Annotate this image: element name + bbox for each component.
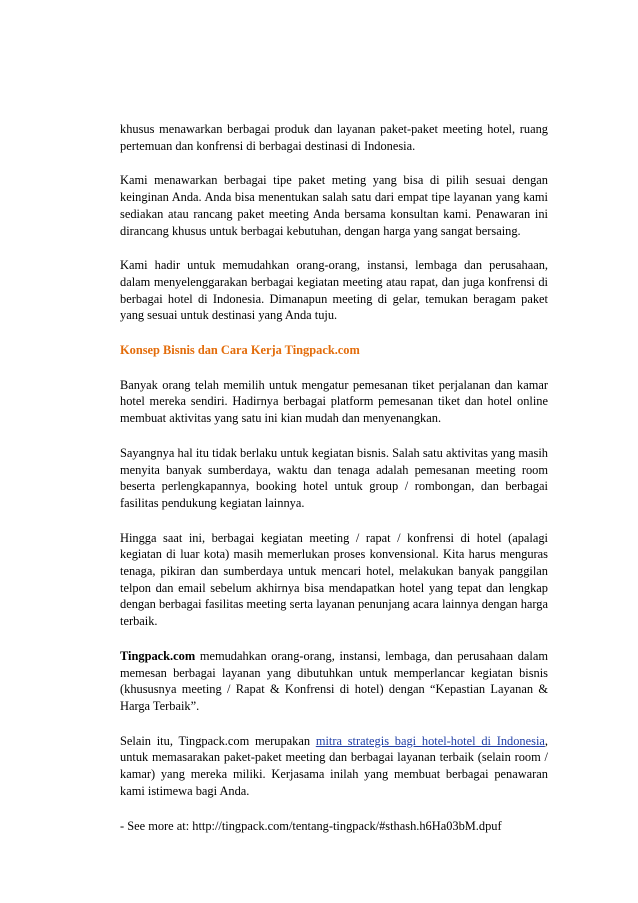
offer-paragraph: Kami menawarkan berbagai tipe paket meting yang bisa di pilih sesuai dengan keinginan Anda. Anda bisa menentukan salah satu dari empat tipe layanan yang kami sediakan atau rancang paket meeting Anda bersama konsultan kami. Penawaran ini dirancang khusus untuk berbagai kebutuhan, dengan harga yang sangat bersaing. <box>120 173 548 238</box>
mission-paragraph: Kami hadir untuk memudahkan orang-orang, instansi, lembaga dan perusahaan, dalam menyelenggarakan berbagai kegiatan meeting atau rapat, dan juga konfrensi di berbagai hotel di Indonesia. Dimanapun meeting di gelar, temukan beragam paket yang sesuai untuk destinasi yang Anda tuju. <box>120 258 548 323</box>
solution-text: memudahkan orang-orang, instansi, lembaga, dan perusahaan dalam memesan berbagai layanan yang dibutuhkan untuk memperlancar kegiatan bisnis (khususnya meeting / Rapat & Konfrensi di hotel) dengan “Kepastian Layanan & Harga Terbaik”. <box>120 648 548 713</box>
partner-text-after: , untuk memasarakan paket-paket meeting dan berbagai layanan terbaik (selain room / kamar) yang mereka miliki. Kerjasama inilah yang membuat berbagai penawaran kami istimewa bagi Anda. <box>120 733 548 798</box>
brand-name: Tingpack.com <box>120 648 196 663</box>
business-problem-paragraph: Sayangnya hal itu tidak berlaku untuk kegiatan bisnis. Salah satu aktivitas yang masih menyita banyak sumberdaya, waktu dan tenaga adalah pemesanan meeting room beserta perlengkapannya, booking hotel untuk group / rombongan, dan berbagai fasilitas pendukung kegiatan lainnya. <box>120 445 548 510</box>
booking-trend-paragraph: Banyak orang telah memilih untuk mengatur pemesanan tiket perjalanan dan kamar hotel mereka sendiri. Hadirnya berbagai platform pemesanan tiket dan hotel online membuat aktivitas yang satu ini kian mudah dan menyenangkan. <box>120 377 548 426</box>
partner-text-before: Selain itu, Tingpack.com merupakan <box>120 733 316 748</box>
solution-paragraph <box>120 648 548 715</box>
intro-paragraph: khusus menawarkan berbagai produk dan layanan paket-paket meeting hotel, ruang pertemuan dan konfrensi di berbagai destinasi di Indonesia. <box>120 122 548 153</box>
section-heading: Konsep Bisnis dan Cara Kerja Tingpack.com <box>120 343 360 358</box>
partner-link[interactable]: mitra strategis bagi hotel-hotel di Indonesia <box>315 733 545 748</box>
partner-paragraph <box>120 733 548 800</box>
source-footnote: - See more at: http://tingpack.com/tentang-tingpack/#sthash.h6Ha03bM.dpuf <box>120 818 502 833</box>
document-page <box>120 121 548 834</box>
conventional-process-paragraph: Hingga saat ini, berbagai kegiatan meeting / rapat / konfrensi di hotel (apalagi kegiatan di luar kota) masih memerlukan proses konvensional. Kita harus menguras tenaga, pikiran dan sumberdaya untuk mencari hotel, melakukan banyak panggilan telpon dan email sebelum akhirnya bisa mendapatkan hotel yang tepat dan lengkap dengan berbagai fasilitas meeting serta layanan penunjang acara lainnya dengan harga terbaik. <box>120 530 548 629</box>
